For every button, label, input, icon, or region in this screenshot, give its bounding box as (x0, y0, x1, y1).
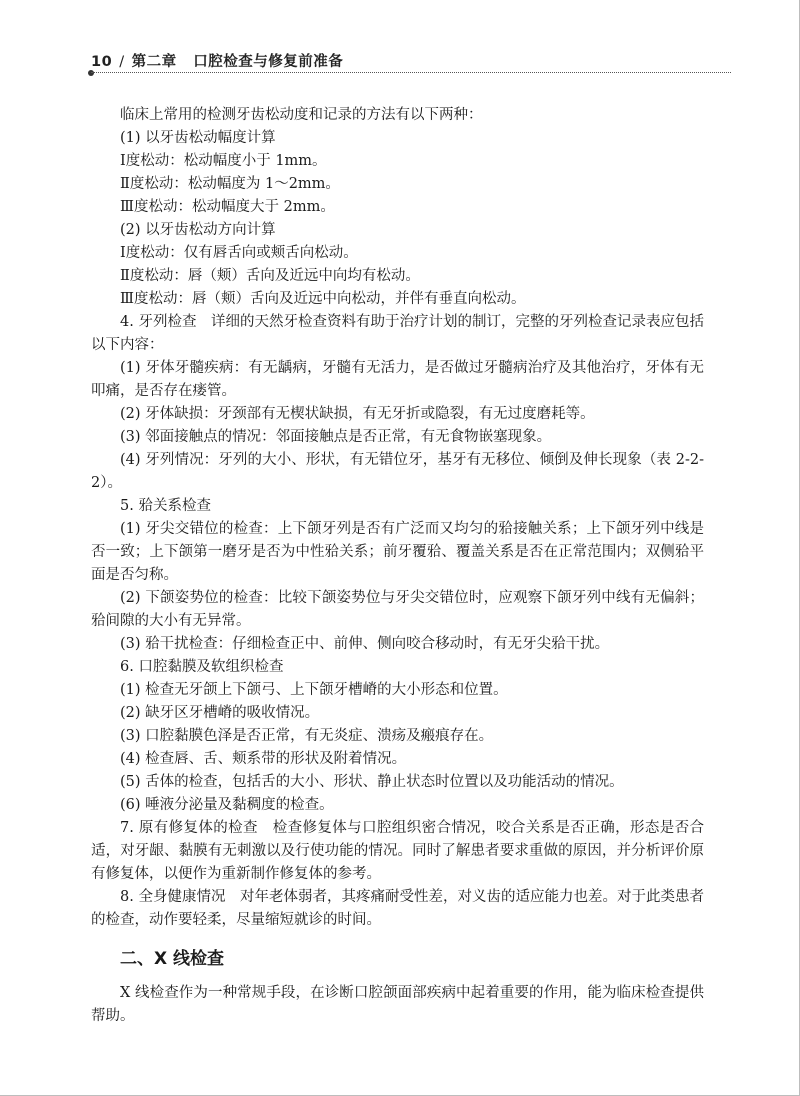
body-paragraph: (3) 邻面接触点的情况：邻面接触点是否正常，有无食物嵌塞现象。 (120, 429, 552, 445)
body-paragraph: (5) 舌体的检查，包括舌的大小、形状、静止状态时位置以及功能活动的情况。 (120, 774, 624, 790)
header-rule-dot (88, 70, 94, 76)
body-paragraph: Ⅲ度松动：松动幅度大于 2mm。 (120, 199, 335, 215)
chapter-number: 第二章 (131, 54, 177, 70)
section-heading: 二、X 线检查 (120, 949, 225, 969)
body-paragraph: (1) 牙体牙髓疾病：有无龋病，牙髓有无活力，是否做过牙髓病治疗及其他治疗，牙体有无叩痛，是否存在瘘管。 (91, 360, 704, 399)
body-paragraph: 6. 口腔黏膜及软组织检查 (120, 659, 284, 675)
body-paragraph: (1) 牙尖交错位的检查：上下颌牙列是否有广泛而又均匀的𬌗接触关系；上下颌牙列中线是否一致；上下颌第一磨牙是否为中性𬌗关系；前牙覆𬌗、覆盖关系是否在正常范围内；双侧𬌗平面是否匀称。 (91, 521, 704, 583)
body-paragraph: 7. 原有修复体的检查 检查修复体与口腔组织密合情况，咬合关系是否正确，形态是否合适，对牙龈、黏膜有无刺激以及行使功能的情况。同时了解患者要求重做的原因，并分析评价原有修复体，以便作为重新制作修复体的参考。 (91, 820, 704, 882)
body-paragraph: Ⅱ度松动：唇（颊）舌向及近远中向均有松动。 (120, 268, 420, 284)
body-paragraph: (6) 唾液分泌量及黏稠度的检查。 (120, 797, 334, 813)
body-paragraph: Ⅲ度松动：唇（颊）舌向及近远中向松动，并伴有垂直向松动。 (120, 291, 526, 307)
body-paragraph: (4) 牙列情况：牙列的大小、形状，有无错位牙，基牙有无移位、倾倒及伸长现象（表 2-2-2）。 (91, 452, 704, 491)
body-paragraph: (2) 下颌姿势位的检查：比较下颌姿势位与牙尖交错位时，应观察下颌牙列中线有无偏斜；𬌗间隙的大小有无异常。 (91, 590, 704, 629)
body-paragraph: 临床上常用的检测牙齿松动度和记录的方法有以下两种： (120, 107, 483, 123)
page-number: 10 (91, 54, 113, 70)
body-paragraph: (4) 检查唇、舌、颊系带的形状及附着情况。 (120, 751, 407, 767)
header-rule (91, 72, 731, 73)
body-paragraph: (3) 𬌗干扰检查：仔细检查正中、前伸、侧向咬合移动时，有无牙尖𬌗干扰。 (120, 636, 610, 652)
header-separator: / (119, 54, 125, 70)
body-paragraph: (1) 以牙齿松动幅度计算 (120, 130, 276, 146)
body-paragraph: Ⅱ度松动：松动幅度为 1～2mm。 (120, 176, 340, 192)
body-paragraph: (2) 以牙齿松动方向计算 (120, 222, 276, 238)
body-paragraph: X 线检查作为一种常规手段，在诊断口腔颌面部疾病中起着重要的作用，能为临床检查提供帮助。 (91, 985, 704, 1024)
body-paragraph: 5. 𬌗关系检查 (120, 498, 211, 514)
body-paragraph: (2) 缺牙区牙槽嵴的吸收情况。 (120, 705, 320, 721)
page-body (91, 104, 704, 1028)
body-paragraph: 8. 全身健康情况 对年老体弱者，其疼痛耐受性差，对义齿的适应能力也差。对于此类患者的检查，动作要轻柔，尽量缩短就诊的时间。 (91, 889, 704, 928)
chapter-title: 口腔检查与修复前准备 (193, 54, 344, 70)
body-paragraph: Ⅰ度松动：松动幅度小于 1mm。 (120, 153, 327, 169)
body-paragraph: (1) 检查无牙颌上下颌弓、上下颌牙槽嵴的大小形态和位置。 (120, 682, 508, 698)
body-paragraph: (3) 口腔黏膜色泽是否正常，有无炎症、溃疡及瘢痕存在。 (120, 728, 494, 744)
body-paragraph: 4. 牙列检查 详细的天然牙检查资料有助于治疗计划的制订，完整的牙列检查记录表应包括以下内容： (91, 314, 704, 353)
body-paragraph: Ⅰ度松动：仅有唇舌向或颊舌向松动。 (120, 245, 358, 261)
body-paragraph: (2) 牙体缺损：牙颈部有无楔状缺损，有无牙折或隐裂，有无过度磨耗等。 (120, 406, 595, 422)
running-head (91, 50, 343, 71)
